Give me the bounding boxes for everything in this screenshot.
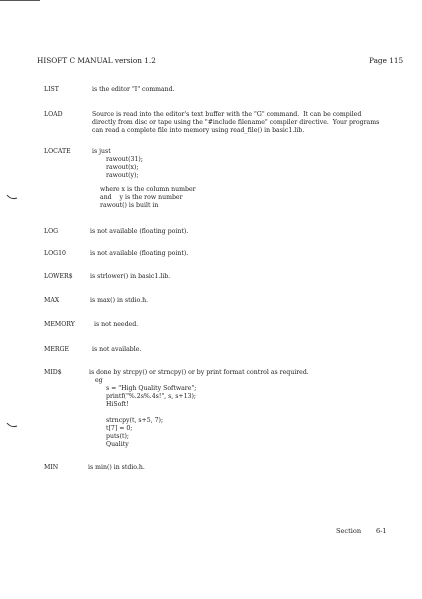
- note-line: and y is the row number: [100, 194, 183, 201]
- description-line: directly from disc or tape using the "#include filename" compiler directive. Your programs: [92, 119, 380, 126]
- description: is min() in stdio.h.: [88, 464, 145, 471]
- note-line: where x is the column number: [100, 186, 196, 193]
- code-line: printf("%.2s%.4s!", s, s+13);: [106, 393, 196, 400]
- code-line: HiSoft!: [106, 401, 129, 408]
- code-line: t[7] = 0;: [106, 425, 133, 432]
- description: is not available (floating point).: [90, 250, 189, 257]
- description: is max() in stdio.h.: [90, 297, 149, 304]
- keyword: LOG10: [44, 250, 66, 257]
- keyword: MID$: [44, 369, 62, 376]
- description: is not available.: [92, 346, 142, 353]
- keyword: MERGE: [44, 346, 69, 353]
- keyword: LOG: [44, 228, 59, 235]
- code-line: rawout(x);: [106, 164, 139, 171]
- keyword: MEMORY: [44, 321, 75, 328]
- example-label: eg: [95, 377, 103, 384]
- code-line: s = "High Quality Software";: [106, 385, 197, 392]
- margin-mark-icon: [6, 193, 18, 201]
- description-line: can read a complete file into memory using read_file() in basic1.lib.: [92, 127, 305, 134]
- description: is strlower() in basic1.lib.: [90, 273, 171, 280]
- keyword: LOCATE: [44, 148, 71, 155]
- manual-title: HISOFT C MANUAL version 1.2: [37, 56, 156, 65]
- code-line: Quality: [106, 441, 129, 448]
- description: is not needed.: [94, 321, 139, 328]
- code-line: rawout(31);: [106, 156, 143, 163]
- keyword: MIN: [44, 464, 59, 471]
- code-line: strncpy(t, s+5, 7);: [106, 417, 164, 424]
- keyword: MAX: [44, 297, 60, 304]
- description-line: Source is read into the editor's text buffer with the "G" command. It can be compiled: [92, 111, 362, 118]
- description: is not available (floating point).: [90, 228, 189, 235]
- keyword: LIST: [44, 86, 59, 93]
- keyword: LOAD: [44, 111, 63, 118]
- code-line: rawout(y);: [106, 172, 139, 179]
- footer-section-label: Section: [336, 527, 362, 535]
- keyword: LOWER$: [44, 273, 73, 280]
- top-edge-line: [0, 0, 40, 1]
- description: is just: [92, 148, 111, 155]
- description: is done by strcpy() or strncpy() or by print format control as required.: [89, 369, 309, 376]
- code-line: puts(t);: [106, 433, 130, 440]
- note-line: rawout() is built in: [100, 202, 159, 209]
- description: is the editor "I" command.: [92, 86, 175, 93]
- margin-mark-icon: [6, 421, 18, 429]
- page-number: Page 115: [369, 56, 404, 65]
- footer-section-number: 6-1: [376, 527, 387, 535]
